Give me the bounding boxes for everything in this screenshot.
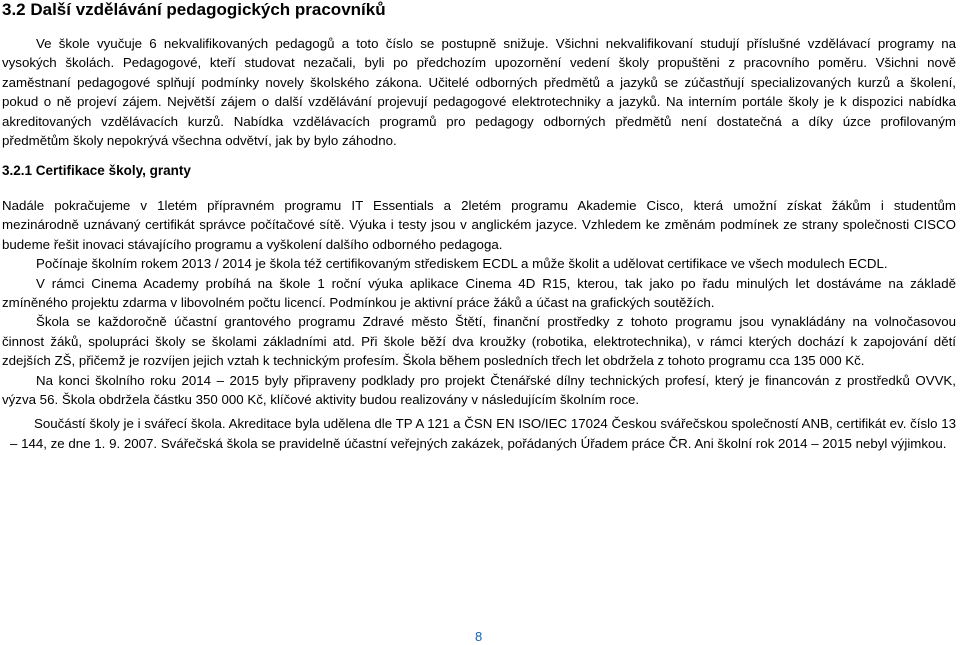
- text-line: Součástí školy je i svářecí škola. Akreditace byla udělena dle TP A 121 a ČSN EN ISO/IEC 17024 Českou svářečskou společností ANB, certifikát ev. číslo 13: [34, 416, 956, 432]
- text-line: V rámci Cinema Academy probíhá na škole 1 roční výuka aplikace Cinema 4D R15, kterou, tak jako po řadu minulých let dostáváme na základě: [36, 275, 956, 291]
- text-line: výzva 56. Škola obdržela částku 350 000 Kč, klíčové aktivity budou realizovány v následujícím školním roce.: [2, 391, 640, 407]
- text-line: budeme řešit inovaci stávajícího programu a vyškolení dalšího odborného pedagoga.: [2, 236, 503, 252]
- text-line: – 144, ze dne 1. 9. 2007. Svářečská škola se pravidelně účastní veřejných zakázek, pořádaných Úřadem práce ČR. Ani školní rok 2014 – 2015 nebyl výjimkou.: [10, 435, 947, 451]
- certification-paragraphs: [2, 196, 956, 453]
- text-line: předmětům školy nepokrývá všechna odvětví, jak by bylo záhodno.: [2, 132, 397, 148]
- section-heading: 3.2 Další vzdělávání pedagogických pracovníků: [2, 0, 386, 19]
- page-number: 8: [475, 629, 483, 644]
- text-line: zaměstnaní pedagogové splňují podmínky novely školského zákona. Učitelé odborných předmětů a jazyků se zúčastňují specializovaných kurzů a školení,: [2, 74, 956, 90]
- intro-paragraph: [2, 34, 956, 150]
- text-line: Ve škole vyučuje 6 nekvalifikovaných pedagogů a toto číslo se postupně snižuje. Všichni nekvalifikovaní studují příslušné vzdělávací programy na: [36, 36, 956, 51]
- text-line: činnost žáků, spolupráci školy se školami základními atd. Při škole běží dva kroužky (robotika, elektrotechnika), v rámci kterých dochází k zapojování dětí: [2, 333, 956, 349]
- text-line: zdejších ZŠ, přičemž je rozvíjen jejich vztah k technickým profesím. Škola během posledních třech let obdržela z tohoto programu cca 135 000 Kč.: [2, 353, 865, 369]
- text-line: pokud o ně projeví zájem. Největší zájem o další vzdělávání projevují pedagogové elektrotechniky a jazyků. Na interním portále školy je k dispozici nabídka: [2, 94, 956, 110]
- text-line: Počínaje školním rokem 2013 / 2014 je škola též certifikovaným střediskem ECDL a může školit a udělovat certifikace ve všech modulech ECDL.: [36, 256, 888, 272]
- text-line: Škola se každoročně účastní grantového programu Zdravé město Štětí, finanční prostředky z tohoto programu jsou vynakládány na volnočasovou: [36, 314, 956, 330]
- subsection-heading: 3.2.1 Certifikace školy, granty: [2, 163, 191, 178]
- text-line: vysokých školách. Pedagogové, kteří studovat nezačali, byli po předchozím upozornění vedení školy propuštěni z pracovního poměru. Všichni nově: [2, 55, 956, 71]
- text-line: mezinárodně uznávaný certifikát správce počítačové sítě. Výuka i testy jsou v anglickém jazyce. Vzhledem ke změnám podmínek ze strany společnosti CISCO: [2, 217, 956, 233]
- text-line: akreditovaných vzdělávacích kurzů. Nabídka vzdělávacích programů pro pedagogy odborných předmětů není dostatečná a díky úzce profilovaným: [2, 113, 956, 129]
- text-line: Nadále pokračujeme v 1letém přípravném programu IT Essentials a 2letém programu Akademie Cisco, která umožní získat žákům i studentům: [2, 198, 956, 213]
- text-line: zmíněného projektu zdarma v libovolném počtu licencí. Podmínkou je aktivní práce žáků a účast na grafických soutěžích.: [2, 294, 715, 310]
- text-line: Na konci školního roku 2014 – 2015 byly připraveny podklady pro projekt Čtenářské dílny technických profesí, který je financován z prostředků OVVK,: [36, 372, 956, 388]
